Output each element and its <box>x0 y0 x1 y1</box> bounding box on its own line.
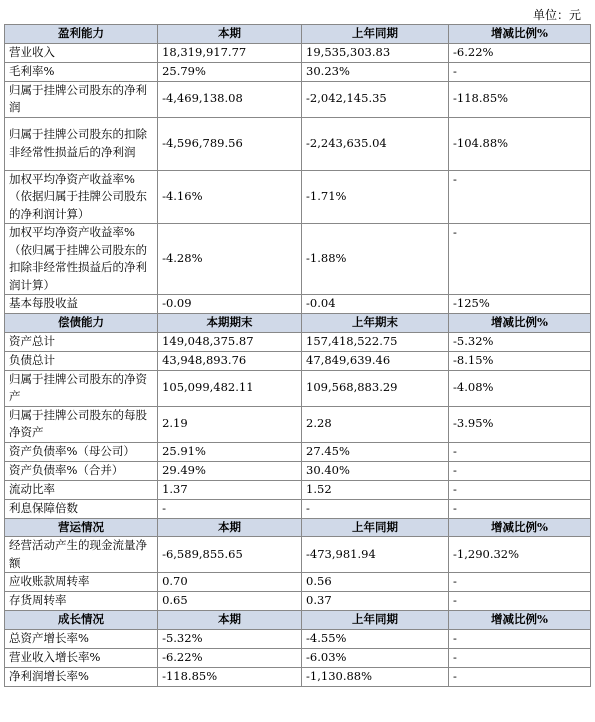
table-row <box>5 537 591 573</box>
table-row <box>5 648 591 667</box>
previous-value: -1.88% <box>302 224 449 295</box>
row-label: 毛利率% <box>5 62 158 81</box>
previous-value: -2,243,635.04 <box>302 117 449 170</box>
column-header: 本期期末 <box>158 314 302 333</box>
current-value: - <box>158 499 302 518</box>
table-row <box>5 170 591 224</box>
table-body <box>5 25 591 687</box>
current-value: 43,948,893.76 <box>158 351 302 370</box>
table-row <box>5 351 591 370</box>
previous-value: 30.40% <box>302 461 449 480</box>
change-percent: -1,290.32% <box>449 537 591 573</box>
change-percent: - <box>449 461 591 480</box>
change-percent: -104.88% <box>449 117 591 170</box>
row-label: 加权平均净资产收益率%（依归属于挂牌公司股东的扣除非经常性损益后的净利润计算） <box>5 224 158 295</box>
change-percent: - <box>449 667 591 686</box>
section-header-row <box>5 518 591 537</box>
table-row <box>5 592 591 611</box>
current-value: -4.28% <box>158 224 302 295</box>
table-row <box>5 43 591 62</box>
previous-value: 0.56 <box>302 573 449 592</box>
section-title: 盈利能力 <box>5 25 158 44</box>
row-label: 归属于挂牌公司股东的扣除非经常性损益后的净利润 <box>5 117 158 170</box>
change-percent: -4.08% <box>449 370 591 406</box>
current-value: -5.32% <box>158 629 302 648</box>
previous-value: 157,418,522.75 <box>302 332 449 351</box>
row-label: 营业收入 <box>5 43 158 62</box>
column-header: 增减比例% <box>449 518 591 537</box>
table-row <box>5 461 591 480</box>
column-header: 上年同期 <box>302 25 449 44</box>
change-percent: - <box>449 573 591 592</box>
column-header: 增减比例% <box>449 25 591 44</box>
table-row <box>5 442 591 461</box>
row-label: 负债总计 <box>5 351 158 370</box>
row-label: 经营活动产生的现金流量净额 <box>5 537 158 573</box>
current-value: 29.49% <box>158 461 302 480</box>
row-label: 归属于挂牌公司股东的净资产 <box>5 370 158 406</box>
current-value: 25.91% <box>158 442 302 461</box>
current-value: 149,048,375.87 <box>158 332 302 351</box>
table-row <box>5 499 591 518</box>
change-percent: -8.15% <box>449 351 591 370</box>
column-header: 上年同期 <box>302 611 449 630</box>
row-label: 加权平均净资产收益率%（依据归属于挂牌公司股东的净利润计算） <box>5 170 158 224</box>
row-label: 归属于挂牌公司股东的净利润 <box>5 81 158 117</box>
row-label: 归属于挂牌公司股东的每股净资产 <box>5 406 158 442</box>
table-row <box>5 224 591 295</box>
table-row <box>5 667 591 686</box>
row-label: 应收账款周转率 <box>5 573 158 592</box>
table-row <box>5 370 591 406</box>
previous-value: 109,568,883.29 <box>302 370 449 406</box>
row-label: 利息保障倍数 <box>5 499 158 518</box>
current-value: 0.65 <box>158 592 302 611</box>
current-value: 0.70 <box>158 573 302 592</box>
previous-value: 19,535,303.83 <box>302 43 449 62</box>
previous-value: -6.03% <box>302 648 449 667</box>
current-value: 105,099,482.11 <box>158 370 302 406</box>
column-header: 本期 <box>158 25 302 44</box>
row-label: 存货周转率 <box>5 592 158 611</box>
current-value: -4,469,138.08 <box>158 81 302 117</box>
change-percent: - <box>449 499 591 518</box>
table-row <box>5 81 591 117</box>
change-percent: - <box>449 170 591 224</box>
change-percent: -118.85% <box>449 81 591 117</box>
section-header-row <box>5 314 591 333</box>
change-percent: -5.32% <box>449 332 591 351</box>
table-row <box>5 480 591 499</box>
column-header: 本期 <box>158 518 302 537</box>
current-value: 18,319,917.77 <box>158 43 302 62</box>
row-label: 资产总计 <box>5 332 158 351</box>
table-row <box>5 62 591 81</box>
current-value: 2.19 <box>158 406 302 442</box>
change-percent: - <box>449 592 591 611</box>
section-title: 偿债能力 <box>5 314 158 333</box>
change-percent: -6.22% <box>449 43 591 62</box>
table-row <box>5 573 591 592</box>
row-label: 流动比率 <box>5 480 158 499</box>
table-row <box>5 117 591 170</box>
previous-value: 30.23% <box>302 62 449 81</box>
previous-value: 0.37 <box>302 592 449 611</box>
section-header-row <box>5 25 591 44</box>
change-percent: - <box>449 480 591 499</box>
previous-value: - <box>302 499 449 518</box>
previous-value: 1.52 <box>302 480 449 499</box>
change-percent: - <box>449 62 591 81</box>
column-header: 增减比例% <box>449 314 591 333</box>
table-row <box>5 295 591 314</box>
current-value: -4.16% <box>158 170 302 224</box>
change-percent: -125% <box>449 295 591 314</box>
change-percent: -3.95% <box>449 406 591 442</box>
previous-value: 2.28 <box>302 406 449 442</box>
current-value: 1.37 <box>158 480 302 499</box>
previous-value: 27.45% <box>302 442 449 461</box>
column-header: 增减比例% <box>449 611 591 630</box>
financial-indicators-table <box>4 24 591 687</box>
change-percent: - <box>449 648 591 667</box>
current-value: -6,589,855.65 <box>158 537 302 573</box>
previous-value: -473,981.94 <box>302 537 449 573</box>
current-value: -0.09 <box>158 295 302 314</box>
current-value: -4,596,789.56 <box>158 117 302 170</box>
previous-value: -4.55% <box>302 629 449 648</box>
row-label: 基本每股收益 <box>5 295 158 314</box>
row-label: 资产负债率%（母公司） <box>5 442 158 461</box>
current-value: 25.79% <box>158 62 302 81</box>
previous-value: -1,130.88% <box>302 667 449 686</box>
section-title: 成长情况 <box>5 611 158 630</box>
row-label: 总资产增长率% <box>5 629 158 648</box>
previous-value: -0.04 <box>302 295 449 314</box>
row-label: 营业收入增长率% <box>5 648 158 667</box>
previous-value: 47,849,639.46 <box>302 351 449 370</box>
column-header: 上年同期 <box>302 518 449 537</box>
unit-label: 单位：元 <box>532 8 581 22</box>
change-percent: - <box>449 629 591 648</box>
column-header: 本期 <box>158 611 302 630</box>
row-label: 净利润增长率% <box>5 667 158 686</box>
section-title: 营运情况 <box>5 518 158 537</box>
column-header: 上年期末 <box>302 314 449 333</box>
table-row <box>5 406 591 442</box>
change-percent: - <box>449 442 591 461</box>
table-row <box>5 332 591 351</box>
row-label: 资产负债率%（合并） <box>5 461 158 480</box>
previous-value: -1.71% <box>302 170 449 224</box>
current-value: -6.22% <box>158 648 302 667</box>
change-percent: - <box>449 224 591 295</box>
table-row <box>5 629 591 648</box>
section-header-row <box>5 611 591 630</box>
previous-value: -2,042,145.35 <box>302 81 449 117</box>
current-value: -118.85% <box>158 667 302 686</box>
